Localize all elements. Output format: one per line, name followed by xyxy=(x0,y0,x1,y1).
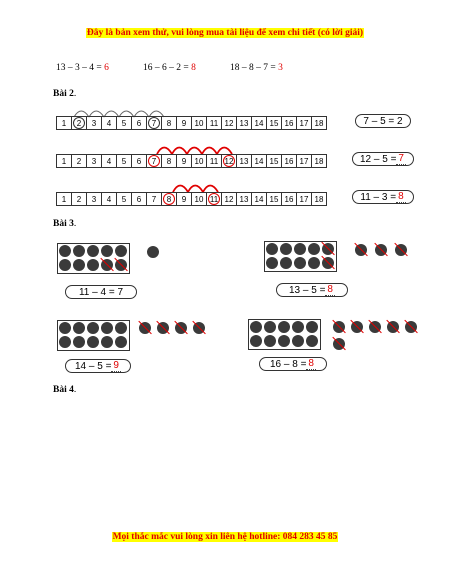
counter xyxy=(294,257,306,269)
extra-counter xyxy=(405,321,417,333)
number-cell: 9 xyxy=(176,192,192,206)
bai4-title: Bài 4 xyxy=(53,385,74,395)
number-cell: 12 xyxy=(221,116,237,130)
number-cell: 7 xyxy=(146,192,162,206)
number-cell: 4 xyxy=(101,192,117,206)
counter xyxy=(73,245,85,257)
equation-3 xyxy=(230,63,283,73)
number-cell: 12 xyxy=(221,154,237,168)
counter xyxy=(115,322,127,334)
counter xyxy=(264,335,276,347)
equation-text: 14 – 5 = xyxy=(75,360,112,372)
counter xyxy=(292,321,304,333)
extra-counter xyxy=(147,246,159,258)
ten-frame-2 xyxy=(264,241,337,272)
counter xyxy=(306,335,318,347)
bai3-equation-2 xyxy=(276,283,348,297)
extra-counter xyxy=(355,244,367,256)
counter xyxy=(115,336,127,348)
equation-text: 11 – 4 = 7 xyxy=(78,286,124,298)
counter xyxy=(306,321,318,333)
equation-answer: 9 xyxy=(113,360,119,371)
number-cell: 11 xyxy=(206,192,222,206)
counter xyxy=(115,245,127,257)
equation-answer: 8 xyxy=(327,284,333,295)
number-cell: 5 xyxy=(116,154,132,168)
extra-counter xyxy=(157,322,169,334)
counter xyxy=(59,245,71,257)
number-cell: 2 xyxy=(71,116,87,130)
number-cell: 16 xyxy=(281,116,297,130)
counter xyxy=(73,259,85,271)
number-cell: 1 xyxy=(56,192,72,206)
number-cell: 10 xyxy=(191,192,207,206)
counter xyxy=(87,259,99,271)
extra-counter xyxy=(351,321,363,333)
number-cell: 4 xyxy=(101,116,117,130)
counter xyxy=(308,243,320,255)
bai3-equation-1 xyxy=(65,285,137,299)
counter xyxy=(278,335,290,347)
number-cell: 18 xyxy=(311,192,327,206)
footer-hotline-text: Mọi thắc mắc vui lòng xin liên hệ hotline: 084 283 45 85 xyxy=(112,532,338,542)
ten-frame-3 xyxy=(57,320,130,351)
number-cell: 6 xyxy=(131,116,147,130)
number-cell: 3 xyxy=(86,192,102,206)
number-cell: 5 xyxy=(116,116,132,130)
ten-frame-1 xyxy=(57,243,130,274)
number-cell: 13 xyxy=(236,116,252,130)
counter xyxy=(280,257,292,269)
counter xyxy=(322,243,334,255)
number-cell: 8 xyxy=(161,154,177,168)
number-cell: 9 xyxy=(176,116,192,130)
equation-text: 12 – 5 = xyxy=(360,153,397,165)
number-cell: 16 xyxy=(281,154,297,168)
bai2-title: Bài 2 xyxy=(53,89,74,99)
number-cell: 13 xyxy=(236,154,252,168)
number-cell: 15 xyxy=(266,154,282,168)
counter xyxy=(278,321,290,333)
number-cell: 17 xyxy=(296,192,312,206)
number-cell: 6 xyxy=(131,192,147,206)
bai3-heading: Bài 3. xyxy=(53,219,77,229)
extra-counter xyxy=(175,322,187,334)
counter xyxy=(87,245,99,257)
bai3-equation-4 xyxy=(259,357,327,371)
number-line-1 xyxy=(57,116,327,130)
equation-1 xyxy=(56,63,109,73)
number-cell: 15 xyxy=(266,116,282,130)
counter xyxy=(280,243,292,255)
preview-banner xyxy=(0,28,450,38)
number-cell: 8 xyxy=(161,192,177,206)
extra-counter xyxy=(375,244,387,256)
counter xyxy=(266,257,278,269)
counter xyxy=(322,257,334,269)
counter xyxy=(101,336,113,348)
preview-banner-text: Đây là bản xem thử, vui lòng mua tài liệu để xem chi tiết (có lời giải) xyxy=(86,28,364,38)
counter xyxy=(101,322,113,334)
counter xyxy=(59,322,71,334)
number-cell: 14 xyxy=(251,192,267,206)
number-line-2 xyxy=(57,154,327,168)
bai3-title: Bài 3 xyxy=(53,219,74,229)
extra-counter xyxy=(333,338,345,350)
counter xyxy=(292,335,304,347)
number-cell: 6 xyxy=(131,154,147,168)
number-cell: 18 xyxy=(311,116,327,130)
number-cell: 2 xyxy=(71,192,87,206)
equation-answer: 7 xyxy=(398,153,404,164)
number-cell: 10 xyxy=(191,116,207,130)
number-cell: 11 xyxy=(206,154,222,168)
number-cell: 17 xyxy=(296,154,312,168)
counter xyxy=(250,321,262,333)
bai3-equation-3 xyxy=(65,359,131,373)
extra-counter xyxy=(387,321,399,333)
counter xyxy=(294,243,306,255)
footer-hotline xyxy=(0,532,450,542)
ten-frame-4 xyxy=(248,319,321,350)
number-cell: 12 xyxy=(221,192,237,206)
number-cell: 15 xyxy=(266,192,282,206)
number-cell: 2 xyxy=(71,154,87,168)
number-cell: 14 xyxy=(251,154,267,168)
number-line-3 xyxy=(57,192,327,206)
number-cell: 3 xyxy=(86,116,102,130)
bai2-heading: Bài 2. xyxy=(53,89,77,99)
number-cell: 11 xyxy=(206,116,222,130)
equation-expr: 18 – 8 – 7 = xyxy=(230,63,279,73)
counter xyxy=(101,259,113,271)
counter xyxy=(101,245,113,257)
number-cell: 17 xyxy=(296,116,312,130)
number-cell: 18 xyxy=(311,154,327,168)
number-cell: 7 xyxy=(146,116,162,130)
counter xyxy=(59,259,71,271)
equation-answer: 6 xyxy=(104,63,109,73)
counter xyxy=(73,336,85,348)
counter xyxy=(264,321,276,333)
counter xyxy=(308,257,320,269)
equation-text: 11 – 3 = xyxy=(360,191,397,203)
number-cell: 3 xyxy=(86,154,102,168)
equation-text: 13 – 5 = xyxy=(289,284,326,296)
number-cell: 1 xyxy=(56,116,72,130)
bai4-heading: Bài 4. xyxy=(53,385,77,395)
number-cell: 7 xyxy=(146,154,162,168)
equation-answer: 8 xyxy=(308,358,314,369)
bai2-equation-3 xyxy=(352,190,414,204)
number-cell: 16 xyxy=(281,192,297,206)
number-cell: 14 xyxy=(251,116,267,130)
extra-counter xyxy=(369,321,381,333)
equation-expr: 16 – 6 – 2 = xyxy=(143,63,192,73)
number-cell: 8 xyxy=(161,116,177,130)
number-cell: 4 xyxy=(101,154,117,168)
equation-answer: 8 xyxy=(191,63,196,73)
equation-2 xyxy=(143,63,196,73)
counter xyxy=(266,243,278,255)
number-cell: 1 xyxy=(56,154,72,168)
equation-text: 7 – 5 = 2 xyxy=(363,115,403,127)
equation-answer: 3 xyxy=(278,63,283,73)
counter xyxy=(87,322,99,334)
extra-counter xyxy=(395,244,407,256)
number-cell: 13 xyxy=(236,192,252,206)
extra-counter xyxy=(139,322,151,334)
counter xyxy=(87,336,99,348)
number-cell: 5 xyxy=(116,192,132,206)
counter xyxy=(73,322,85,334)
extra-counter xyxy=(333,321,345,333)
counter xyxy=(250,335,262,347)
counter xyxy=(115,259,127,271)
counter xyxy=(59,336,71,348)
bai2-equation-2 xyxy=(352,152,414,166)
extra-counter xyxy=(193,322,205,334)
bai2-equation-1 xyxy=(355,114,411,128)
number-cell: 9 xyxy=(176,154,192,168)
equation-text: 16 – 8 = xyxy=(270,358,307,370)
equation-answer: 8 xyxy=(398,191,404,202)
equation-expr: 13 – 3 – 4 = xyxy=(56,63,105,73)
number-cell: 10 xyxy=(191,154,207,168)
